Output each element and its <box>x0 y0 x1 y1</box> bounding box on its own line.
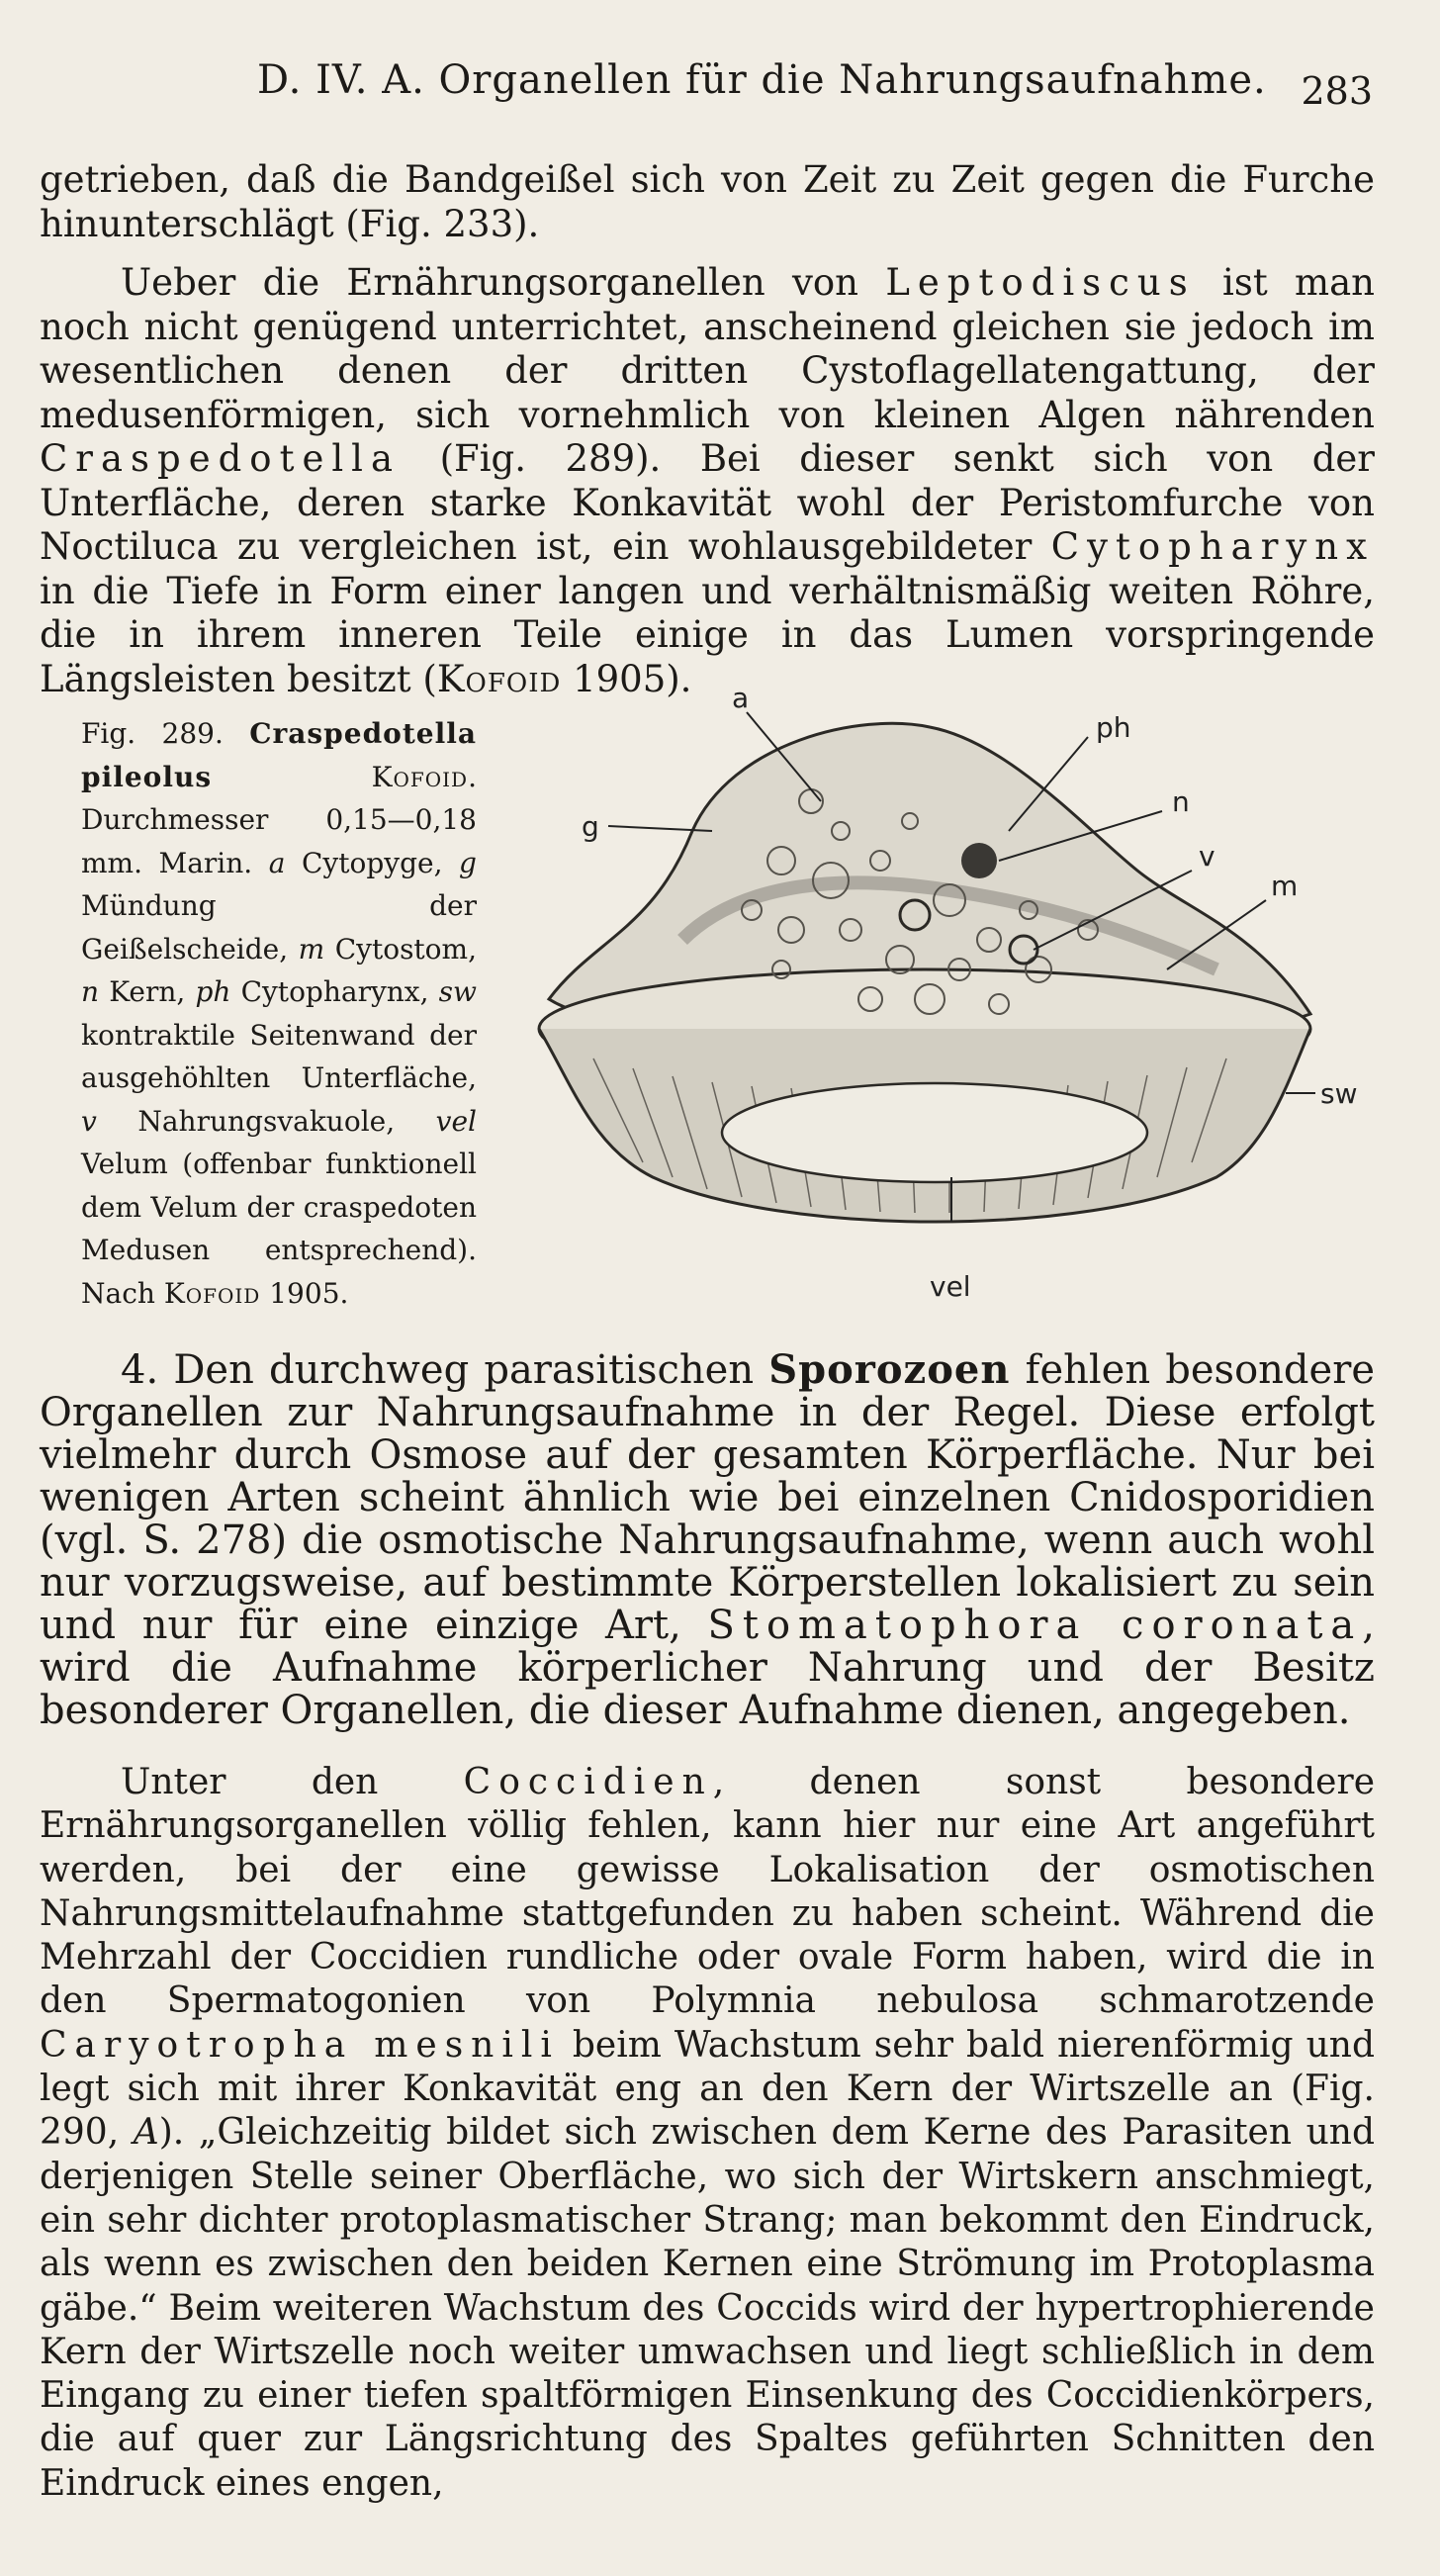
term-cytopharynx: Cytopharynx <box>1050 525 1375 568</box>
taxon-stomatophora: Stomatophora coronata <box>707 1603 1363 1648</box>
caption-key-ph: ph <box>195 975 231 1008</box>
caption-text-9: Velum (offenbar funktionell dem Velum der craspedoten Medusen entsprechend). Nach <box>81 1148 477 1310</box>
para3-text-3: , wird die Aufnahme körperlicher Nahrung und der Besitz besonderer Organellen, die dieser Aufnahme dienen, angegeben. <box>40 1603 1375 1733</box>
nucleus <box>961 843 997 878</box>
author-citation: Kofoid <box>436 657 562 700</box>
caption-text-8: Nahrungsvakuole, <box>96 1104 436 1138</box>
label-ph: ph <box>1096 711 1131 744</box>
caption-fig-number: Fig. 289. <box>81 717 224 750</box>
caption-text-7: kontraktile Seitenwand der ausgehöhlten Unterfläche, <box>81 1018 477 1094</box>
para3-text-2: fehlen besondere Organellen zur Nahrungsaufnahme in der Regel. Diese erfolgt vielmehr durch Osmose auf der gesamten Körperfläche. Nur bei wenigen Arten scheint ähnlich wie bei einzelnen Cnidosporidien (vgl. S. 278) die osmotische Nahrungsaufnahme, wenn auch wohl nur vorzugsweise, auf bestimmte Körperstellen lokalisiert zu sein und nur für eine einzige Art, <box>40 1347 1375 1648</box>
para2-text-1: Ueber die Ernährungsorganellen von <box>121 261 886 304</box>
taxon-craspedotella: Craspedotella <box>40 437 402 480</box>
caption-author-2: Kofoid <box>163 1276 261 1310</box>
caption-text-6: Cytopharynx, <box>230 975 439 1008</box>
term-sporozoen: Sporozoen <box>768 1346 1011 1393</box>
label-g: g <box>582 810 599 843</box>
caption-key-vel: vel <box>435 1104 477 1138</box>
para2-text-4: in die Tiefe in Form einer langen und verhältnismäßig weiten Röhre, die in ihrem inneren Teile einige in das Lumen vorspringende Längsleisten besitzt ( <box>40 569 1375 700</box>
caption-text-4: Cytostom, <box>324 932 477 966</box>
running-title: D. IV. A. Organellen für die Nahrungsaufnahme. <box>257 57 1267 103</box>
caption-text-10: 1905. <box>260 1276 349 1310</box>
paragraph-continuation <box>40 158 1375 246</box>
caption-species: Craspedotella pileolus <box>81 717 477 793</box>
caption-text-2: Cytopyge, <box>285 846 460 879</box>
label-vel: vel <box>930 1270 971 1303</box>
figure-caption <box>81 712 477 1315</box>
velum-opening <box>722 1083 1147 1182</box>
caption-key-a: a <box>268 846 286 879</box>
label-sw: sw <box>1320 1077 1358 1110</box>
para4-text-2: , denen sonst besondere Ernährungsorganellen völlig fehlen, kann hier nur eine Art angeführt werden, bei der eine gewisse Lokalisation der osmotischen Nahrungsmittelaufnahme stattgefunden zu haben scheint. Während die Mehrzahl der Coccidien rundliche oder ovale Form haben, wird die in den Spermatogonien von Polymnia nebulosa schmarotzende <box>40 1762 1375 2022</box>
para1-text: getrieben, daß die Bandgeißel sich von Zeit zu Zeit gegen die Furche hinunterschlägt (Fig. 233). <box>40 158 1375 245</box>
paragraph-leptodiscus <box>40 261 1375 701</box>
taxon-caryotropha: Caryotropha mesnili <box>40 2024 560 2066</box>
para4-text-1: Unter den <box>121 1762 464 1802</box>
para2-text-5: 1905). <box>561 657 692 700</box>
para3-text-1: 4. Den durchweg parasitischen <box>121 1347 769 1393</box>
fig-letter-a: A <box>133 2112 159 2154</box>
craspedotella-drawing <box>534 683 1424 1316</box>
label-m: m <box>1271 870 1299 902</box>
figure-craspedotella <box>534 683 1424 1316</box>
caption-text-1: . Durchmesser 0,15—0,18 mm. Marin. <box>81 760 477 879</box>
paragraph-coccidien <box>40 1761 1375 2506</box>
page-number: 283 <box>1301 69 1373 113</box>
caption-key-g: g <box>459 846 477 879</box>
paragraph-sporozoen <box>40 1348 1375 1732</box>
caption-key-m: m <box>298 932 325 966</box>
para4-text-4: ). „Gleichzeitig bildet sich zwischen dem Kerne des Parasiten und derjenigen Stelle seiner Oberfläche, wo sich der Wirtskern anschmiegt, ein sehr dichter protoplasmatischer Strang; man bekommt den Eindruck, als wenn es zwischen den beiden Kernen eine Strömung im Protoplasma gäbe.“ Beim weiteren Wachstum des Coccids wird der hypertrophierende Kern der Wirtszelle noch weiter umwachsen und liegt schließlich in dem Eingang zu einer tiefen spaltförmigen Einsenkung des Coccidienkörpers, die auf quer zur Längsrichtung des Spaltes geführten Schnitten den Eindruck eines engen, <box>40 2112 1375 2504</box>
caption-author: Kofoid <box>371 760 469 793</box>
para2-text-2: ist man noch nicht genügend unterrichtet, anscheinend gleichen sie jedoch im wesentlichen denen der dritten Cystoflagellatengattung, der medusenförmigen, sich vornehmlich von kleinen Algen nährenden <box>40 261 1376 436</box>
label-v: v <box>1199 840 1215 873</box>
caption-key-sw: sw <box>438 975 478 1008</box>
label-n: n <box>1172 785 1190 818</box>
caption-key-v: v <box>81 1104 97 1138</box>
taxon-coccidien: Coccidien <box>463 1762 713 1802</box>
taxon-leptodiscus: Leptodiscus <box>885 261 1196 304</box>
page-header <box>40 57 1400 117</box>
para4-text-3: beim Wachstum sehr bald nierenförmig und legt sich mit ihrer Konkavität eng an den Kern der Wirtszelle an (Fig. 290, <box>40 2024 1376 2154</box>
label-a: a <box>732 683 750 714</box>
para2-text-3: (Fig. 289). Bei dieser senkt sich von der Unterfläche, deren starke Konkavität wohl der Peristomfurche von Noctiluca zu vergleichen ist, ein wohlausgebildeter <box>40 437 1375 568</box>
caption-key-n: n <box>81 975 100 1008</box>
caption-text-3: Mündung der Geißelscheide, <box>81 889 477 966</box>
caption-text-5: Kern, <box>99 975 196 1008</box>
